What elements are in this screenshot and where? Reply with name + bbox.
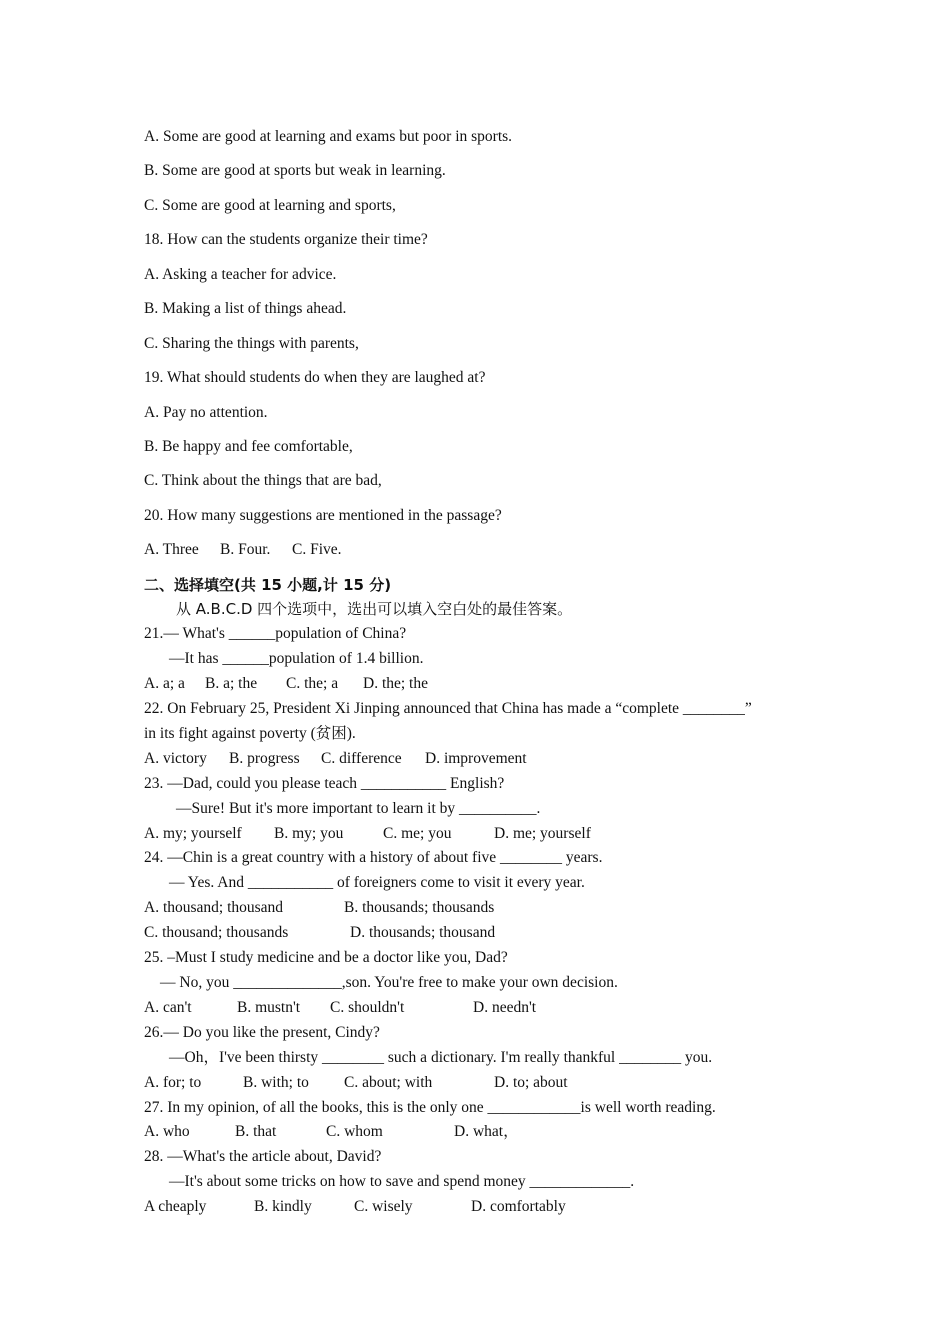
q26-option-d: D. to; about [494, 1074, 568, 1091]
q25-line-1: 25. –Must I study medicine and be a doctor like you, Dad? [144, 949, 508, 966]
q28-option-c: C. wisely [354, 1198, 413, 1215]
q24-option-a: A. thousand; thousand [144, 899, 284, 916]
q26-option-b: B. with; to [243, 1074, 309, 1091]
q23-option-b: B. my; you [274, 825, 344, 842]
q25-option-d: D. needn't [473, 999, 537, 1016]
q23-line-1: 23. —Dad, could you please teach ___________ English? [144, 775, 505, 792]
q28-option-b: B. kindly [254, 1198, 312, 1215]
q27-option-b: B. that [235, 1123, 277, 1140]
q25-option-a: A. can't [144, 999, 192, 1016]
q22-line-1: 22. On February 25, President Xi Jinping announced that China has made a “complete ________” [144, 700, 752, 717]
q28-option-d: D. comfortably [471, 1198, 566, 1215]
q22-option-c: C. difference [321, 750, 402, 767]
q20-option-a: A. Three [144, 541, 199, 558]
q17-option-c: C. Some are good at learning and sports, [144, 197, 396, 214]
q18-option-a: A. Asking a teacher for advice. [144, 266, 337, 283]
q27-option-a: A. who [144, 1123, 190, 1140]
q21-line-2: —It has ______population of 1.4 billion. [169, 650, 424, 667]
q28-option-a: A cheaply [144, 1198, 207, 1215]
q20-option-c: C. Five. [292, 541, 342, 558]
q21-line-1: 21.— What's ______population of China? [144, 625, 407, 642]
q24-option-b: B. thousands; thousands [344, 899, 495, 916]
q26-option-c: C. about; with [344, 1074, 433, 1091]
q22-option-a: A. victory [144, 750, 207, 767]
q28-line-2: —It's about some tricks on how to save and spend money _____________. [169, 1173, 635, 1190]
q25-line-2: — No, you ______________,son. You're free to make your own decision. [160, 974, 618, 991]
q25-option-c: C. shouldn't [330, 999, 405, 1016]
q19-question: 19. What should students do when they are laughed at? [144, 369, 486, 386]
q24-option-d: D. thousands; thousand [350, 924, 496, 941]
q23-option-a: A. my; yourself [144, 825, 242, 842]
q26-option-a: A. for; to [144, 1074, 202, 1091]
section-heading: 二、选择填空(共 15 小题,计 15 分) [144, 576, 392, 594]
q17-option-b: B. Some are good at sports but weak in learning. [144, 162, 446, 179]
q26-line-2: —Oh，I've been thirsty ________ such a dictionary. I'm really thankful ________ you. [169, 1049, 713, 1066]
q21-option-a: A. a; a [144, 675, 185, 692]
q18-question: 18. How can the students organize their time? [144, 231, 428, 248]
q19-option-b: B. Be happy and fee comfortable, [144, 438, 353, 455]
q24-line-2: — Yes. And ___________ of foreigners come to visit it every year. [169, 874, 585, 891]
q18-option-b: B. Making a list of things ahead. [144, 300, 347, 317]
q23-option-d: D. me; yourself [494, 825, 591, 842]
q24-line-1: 24. —Chin is a great country with a history of about five ________ years. [144, 849, 603, 866]
q20-question: 20. How many suggestions are mentioned in the passage? [144, 507, 502, 524]
q19-option-a: A. Pay no attention. [144, 404, 268, 421]
q27-option-d: D. what， [454, 1123, 519, 1140]
q27-line-1: 27. In my opinion, of all the books, this is the only one ____________is well worth reading. [144, 1099, 716, 1116]
q26-line-1: 26.— Do you like the present, Cindy? [144, 1024, 380, 1041]
q21-option-b: B. a; the [205, 675, 258, 692]
q27-option-c: C. whom [326, 1123, 383, 1140]
q23-option-c: C. me; you [383, 825, 452, 842]
q19-option-c: C. Think about the things that are bad, [144, 472, 382, 489]
q25-option-b: B. mustn't [237, 999, 301, 1016]
section-instruction: 从 A.B.C.D 四个选项中，选出可以填入空白处的最佳答案。 [176, 600, 573, 618]
q17-option-a: A. Some are good at learning and exams but poor in sports. [144, 128, 513, 145]
q18-option-c: C. Sharing the things with parents, [144, 335, 359, 352]
q23-line-2: —Sure! But it's more important to learn it by __________. [176, 800, 541, 817]
q28-line-1: 28. —What's the article about, David? [144, 1148, 382, 1165]
q22-option-d: D. improvement [425, 750, 527, 767]
q24-option-c: C. thousand; thousands [144, 924, 289, 941]
q22-option-b: B. progress [229, 750, 300, 767]
q21-option-c: C. the; a [286, 675, 339, 692]
q21-option-d: D. the; the [363, 675, 428, 692]
q22-line-2: in its fight against poverty (贫困). [144, 725, 356, 742]
q20-option-b: B. Four. [220, 541, 271, 558]
